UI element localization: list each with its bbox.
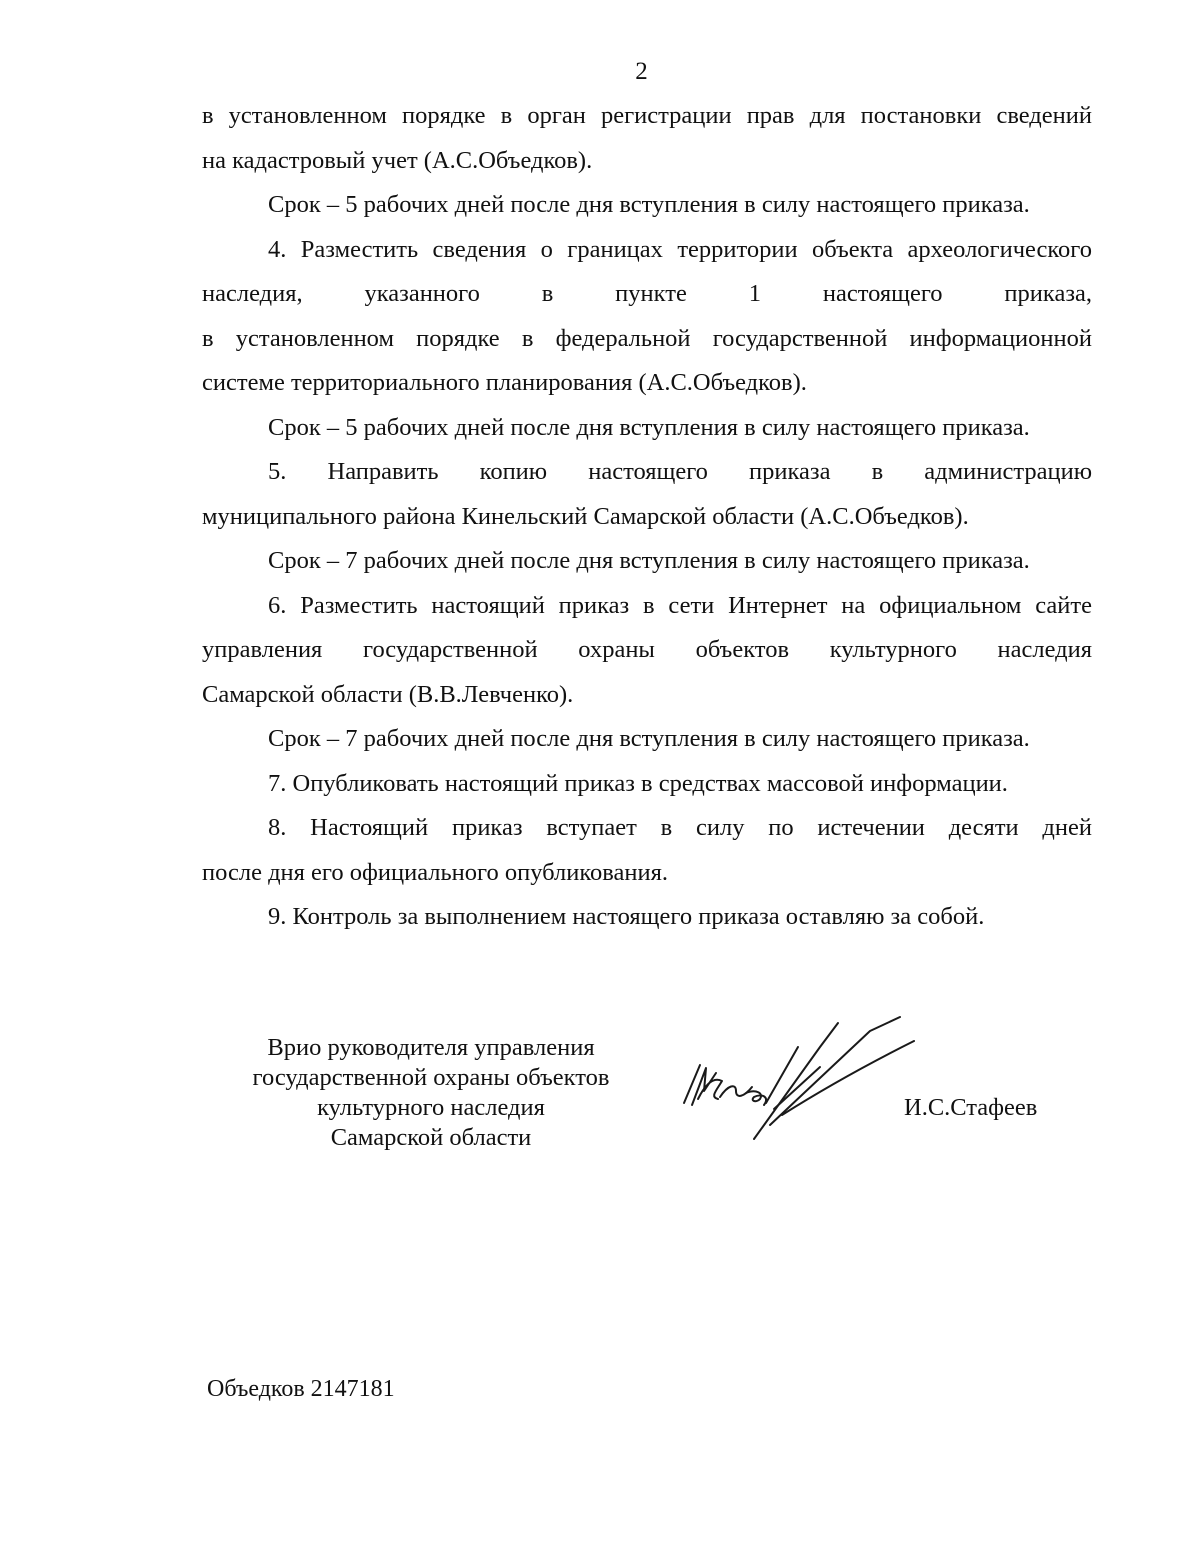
text-line: 8. Настоящий приказ вступает в силу по истечении десяти дней: [268, 814, 1092, 841]
position-line: Врио руководителя управления: [267, 1034, 595, 1061]
text-line: управления государственной охраны объектов культурного наследия: [202, 636, 1092, 663]
text-line: системе территориального планирования (А.С.Объедков).: [202, 369, 807, 396]
text-line: наследия, указанного в пункте 1 настоящего приказа,: [202, 280, 1092, 307]
handwritten-signature: [670, 1013, 920, 1153]
text-line: в установленном порядке в орган регистрации прав для постановки сведений: [202, 102, 1092, 129]
signatory-position: [231, 1033, 631, 1153]
text-line: после дня его официального опубликования.: [202, 858, 668, 886]
document-body: [202, 94, 1092, 940]
deadline-line: Срок – 5 рабочих дней после дня вступления в силу настоящего приказа.: [268, 191, 1030, 218]
deadline-line: Срок – 7 рабочих дней после дня вступления в силу настоящего приказа.: [268, 547, 1030, 574]
text-line: в установленном порядке в федеральной государственной информационной: [202, 324, 1092, 352]
text-line: Самарской области (В.В.Левченко).: [202, 680, 574, 708]
deadline-line: Срок – 5 рабочих дней после дня вступления в силу настоящего приказа.: [268, 413, 1030, 441]
position-line: государственной охраны объектов: [252, 1064, 610, 1091]
deadline-line: Срок – 7 рабочих дней после дня вступления в силу настоящего приказа.: [268, 725, 1030, 752]
text-line: 4. Разместить сведения о границах территории объекта археологического: [268, 235, 1092, 263]
page-number: 2: [635, 58, 648, 85]
text-line: на кадастровый учет (А.С.Объедков).: [202, 146, 593, 174]
position-line: культурного наследия: [317, 1094, 545, 1121]
executor-contact: Объедков 2147181: [207, 1376, 395, 1402]
text-line: 7. Опубликовать настоящий приказ в средствах массовой информации.: [268, 769, 1008, 797]
text-line: муниципального района Кинельский Самарской области (А.С.Объедков).: [202, 502, 969, 530]
text-line: 5. Направить копию настоящего приказа в администрацию: [268, 458, 1092, 485]
signer-name: И.С.Стафеев: [904, 1094, 1038, 1121]
position-line: Самарской области: [330, 1124, 532, 1151]
text-line: 9. Контроль за выполнением настоящего приказа оставляю за собой.: [268, 903, 985, 930]
text-line: 6. Разместить настоящий приказ в сети Интернет на официальном сайте: [268, 591, 1092, 619]
